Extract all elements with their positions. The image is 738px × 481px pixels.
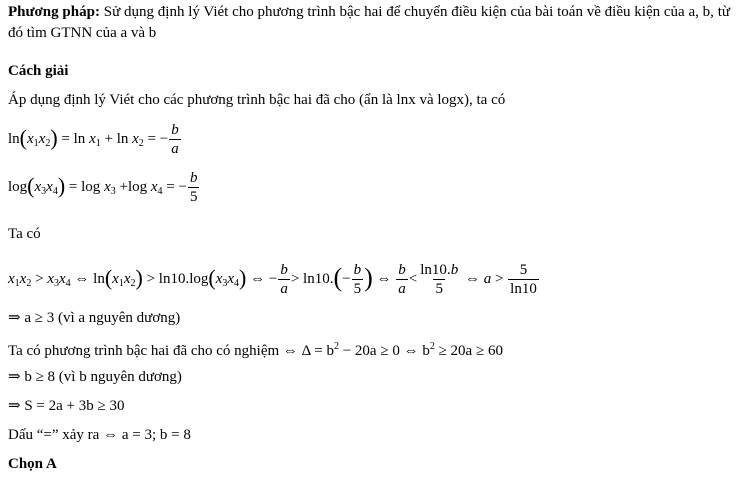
solution-heading: Cách giải	[8, 63, 69, 79]
intro-text: Áp dụng định lý Viét cho các phương trình bậc hai đã cho (ẩn là lnx và logx), ta có	[8, 92, 506, 108]
method-label: Phương pháp:	[8, 4, 100, 20]
method-paragraph	[8, 2, 730, 44]
conclusion-b: ⇒ b ≥ 8 (vì b nguyên dương)	[8, 369, 182, 385]
answer-choice: Chọn A	[8, 456, 57, 472]
ta-co-text: Ta có	[8, 226, 41, 242]
equality-condition: Dấu “=” xảy ra ⇔ a = 3; b = 8	[8, 427, 191, 443]
discriminant-line: Ta có phương trình bậc hai đã cho có nghiệm ⇔ $\Delta = b^2 - 20a \ge 0$ ⇔ $b^2 \ge 20a \ge 60$	[8, 341, 503, 359]
conclusion-a: ⇒ a ≥ 3 (vì a nguyên dương)	[8, 310, 181, 326]
equation-log-sum: $\log(x_3x_4) = \log x_3 +\log$ $x_4$ = − $\frac{b}{5}$	[8, 170, 198, 205]
method-text: Sử dụng định lý Viét cho phương trình bậc hai để chuyển điều kiện của bài toán về điều kiện của a, b, từ đó tìm GTNN của a và b	[8, 4, 730, 41]
equation-ln-sum: $\ln(x_1x_2) = \ln x_1 + \ln x_2$ = − $\frac{b}{a}$	[8, 122, 179, 157]
conclusion-s: ⇒ S = 2a + 3b ≥ 30	[8, 398, 125, 414]
equation-inequality-chain: $x_1x_2 > x_3x_4$ ⇔ $\ln(x_1x_2) > \ln 10.\log(x_3x_4)$ ⇔ − $\frac{b}{a}$ > ln10.(− $\frac{b}{5}$ ) ⇔ $\frac{b}{a}$ < $\frac{\ln 10.b}{5}$ ⇔ a > $\frac{5}{\ln 10}$	[8, 262, 537, 297]
